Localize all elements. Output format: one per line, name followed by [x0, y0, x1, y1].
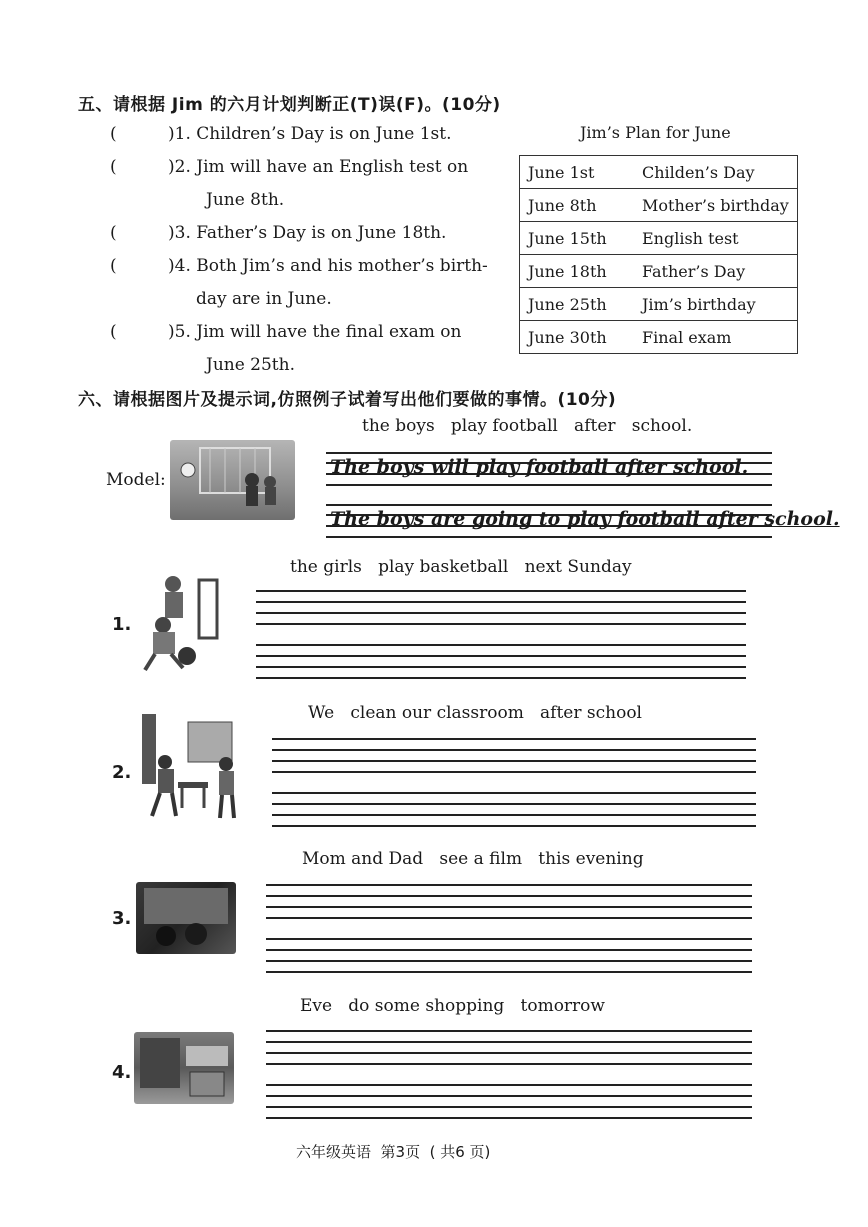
family-film-picture	[136, 882, 236, 954]
item3-number: 3.	[112, 908, 132, 929]
question-2-cont: June 8th.	[206, 190, 285, 210]
item4-writing-lines	[266, 1030, 752, 1130]
question-1: ( )1. Children’s Day is on June 1st.	[110, 124, 452, 144]
model-answer-1: The boys will play football after school.	[330, 456, 749, 478]
section6-title: 六、请根据图片及提示词,仿照例子试着写出他们要做的事情。(10分)	[78, 390, 617, 410]
item4-hint: Eve do some shopping tomorrow	[300, 996, 605, 1016]
plan-title: Jim’s Plan for June	[580, 123, 731, 142]
table-row: June 25th Jim’s birthday	[520, 288, 798, 321]
question-2: ( )2. Jim will have an English test on	[110, 157, 469, 177]
cinema-family-icon	[136, 882, 236, 954]
item2-hint: We clean our classroom after school	[308, 703, 642, 723]
table-row: June 15th English test	[520, 222, 798, 255]
model-answer-2: The boys are going to play football after school.	[330, 508, 840, 530]
item1-writing-lines	[256, 590, 746, 690]
item3-hint: Mom and Dad see a film this evening	[302, 849, 644, 869]
question-4: ( )4. Both Jim’s and his mother’s birth-	[110, 256, 488, 276]
item1-hint: the girls play basketball next Sunday	[290, 557, 632, 577]
plan-table	[519, 155, 798, 354]
question-4-cont: day are in June.	[196, 289, 332, 309]
classroom-cleaning-icon	[140, 712, 240, 824]
question-5-cont: June 25th.	[206, 355, 295, 375]
section5-questions	[110, 118, 510, 382]
table-row: June 30th Final exam	[520, 321, 798, 354]
item3-writing-lines	[266, 884, 752, 984]
basketball-girls-icon	[135, 570, 230, 675]
football-goal-icon	[170, 440, 295, 520]
question-5: ( )5. Jim will have the final exam on	[110, 322, 462, 342]
question-3: ( )3. Father’s Day is on June 18th.	[110, 223, 447, 243]
model-hint: the boys play football after school.	[362, 416, 693, 436]
girls-basketball-picture	[135, 570, 230, 675]
clean-classroom-picture	[140, 712, 240, 824]
table-row: June 18th Father’s Day	[520, 255, 798, 288]
shopping-picture	[134, 1032, 234, 1104]
boys-football-picture	[170, 440, 295, 520]
table-row: June 1st Childen’s Day	[520, 156, 798, 189]
item4-number: 4.	[112, 1062, 132, 1083]
shopping-store-icon	[134, 1032, 234, 1104]
table-row: June 8th Mother’s birthday	[520, 189, 798, 222]
item2-writing-lines	[272, 738, 756, 838]
model-label: Model:	[106, 470, 166, 490]
item2-number: 2.	[112, 762, 132, 783]
section5-title: 五、请根据 Jim 的六月计划判断正(T)误(F)。(10分)	[78, 95, 501, 115]
page-footer: 六年级英语 第3页 ( 共6 页)	[296, 1143, 491, 1161]
item1-number: 1.	[112, 614, 132, 635]
